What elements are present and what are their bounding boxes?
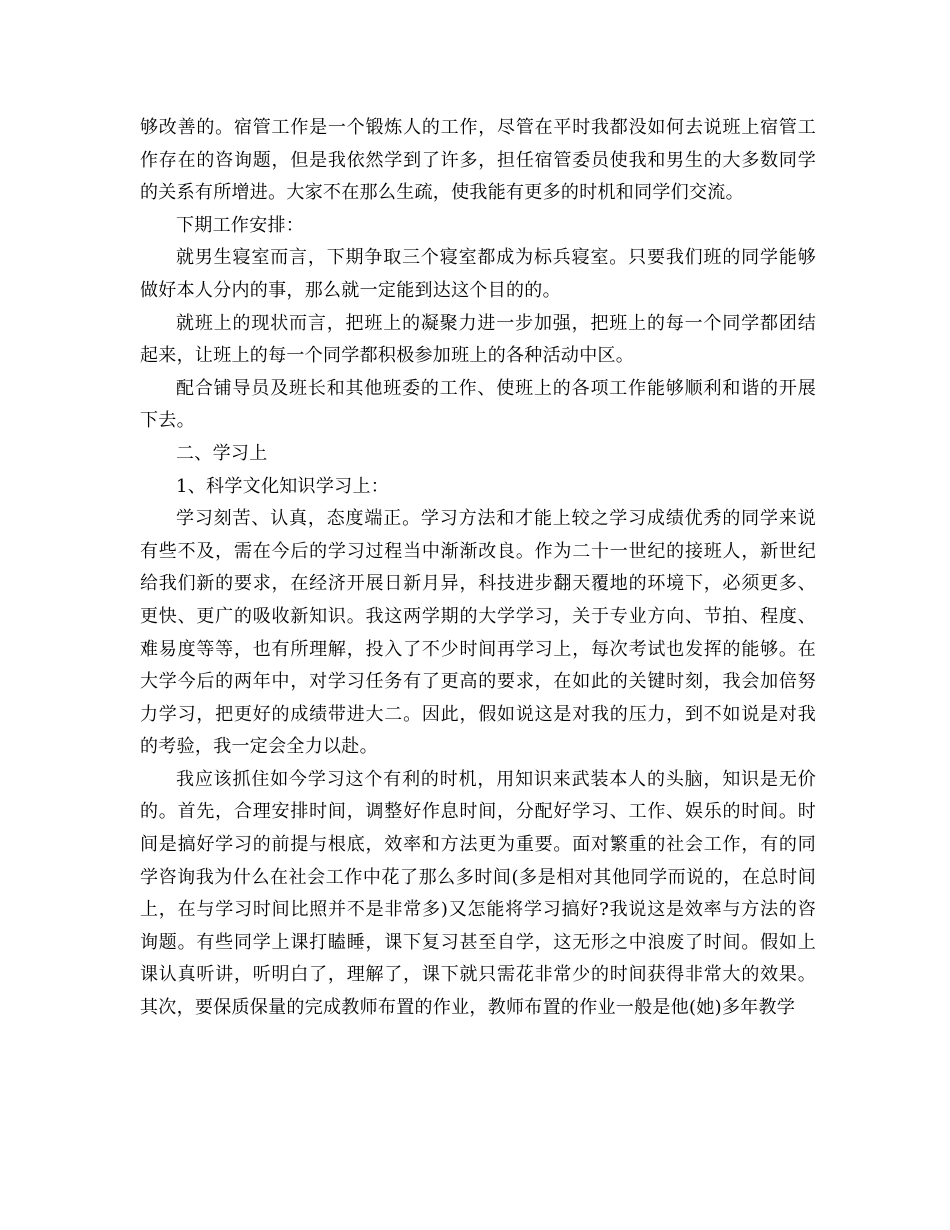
paragraph-heading-next-term: 下期工作安排： <box>176 214 305 236</box>
paragraph-continuation: 够改善的。宿管工作是一个锻炼人的工作，尽管在平时我都没如何去说班上宿管工作存在的咨询题，但是我依然学到了许多，担任宿管委员使我和男生的大多数同学的关系有所增进。大家不在那么生疏，使我能有更多的时机和同学们交流。 <box>140 117 816 204</box>
section-heading-study: 二、学习上 <box>176 442 268 464</box>
paragraph: 就班上的现状而言，把班上的凝聚力进一步加强，把班上的每一个同学都团结起来，让班上的每一个同学都积极参加班上的各种活动中区。 <box>140 312 816 367</box>
paragraph: 就男生寝室而言，下期争取三个寝室都成为标兵寝室。只要我们班的同学能够做好本人分内的事，那么就一定能到达这个目的的。 <box>140 247 816 301</box>
paragraph: 学习刻苦、认真，态度端正。学习方法和才能上较之学习成绩优秀的同学来说有些不及，需在今后的学习过程当中渐渐改良。作为二十一世纪的接班人，新世纪给我们新的要求，在经济开展日新月异，科技进步翻天覆地的环境下，必须更多、更快、更广的吸收新知识。我这两学期的大学学习，关于专业方向、节拍、程度、难易度等等，也有所理解，投入了不少时间再学习上，每次考试也发挥的能够。在大学今后的两年中，对学习任务有了更高的要求，在如此的关键时刻，我会加倍努力学习，把更好的成绩带进大二。因此，假如说这是对我的压力，到不如说是对我的考验，我一定会全力以赴。 <box>140 508 816 758</box>
subsection-heading: 1、科学文化知识学习上： <box>176 475 390 497</box>
body-text <box>140 112 816 1025</box>
paragraph: 配合铺导员及班长和其他班委的工作、使班上的各项工作能够顺利和谐的开展下去。 <box>140 377 816 432</box>
paragraph: 我应该抓住如今学习这个有利的时机，用知识来武装本人的头脑，知识是无价的。首先，合理安排时间，调整好作息时间，分配好学习、工作、娱乐的时间。时间是搞好学习的前提与根底，效率和方法更为重要。面对繁重的社会工作，有的同学咨询我为什么在社会工作中花了那么多时间(多是相对其他同学而说的，在总时间上，在与学习时间比照并不是非常多)又怎能将学习搞好?我说这是效率与方法的咨询题。有些同学上课打瞌睡，课下复习甚至自学，这无形之中浪废了时间。假如上课认真听讲，听明白了，理解了，课下就只需花非常少的时间获得非常大的效果。其次，要保质保量的完成教师布置的作业，教师布置的作业一般是他(她)多年教学 <box>140 768 816 1019</box>
